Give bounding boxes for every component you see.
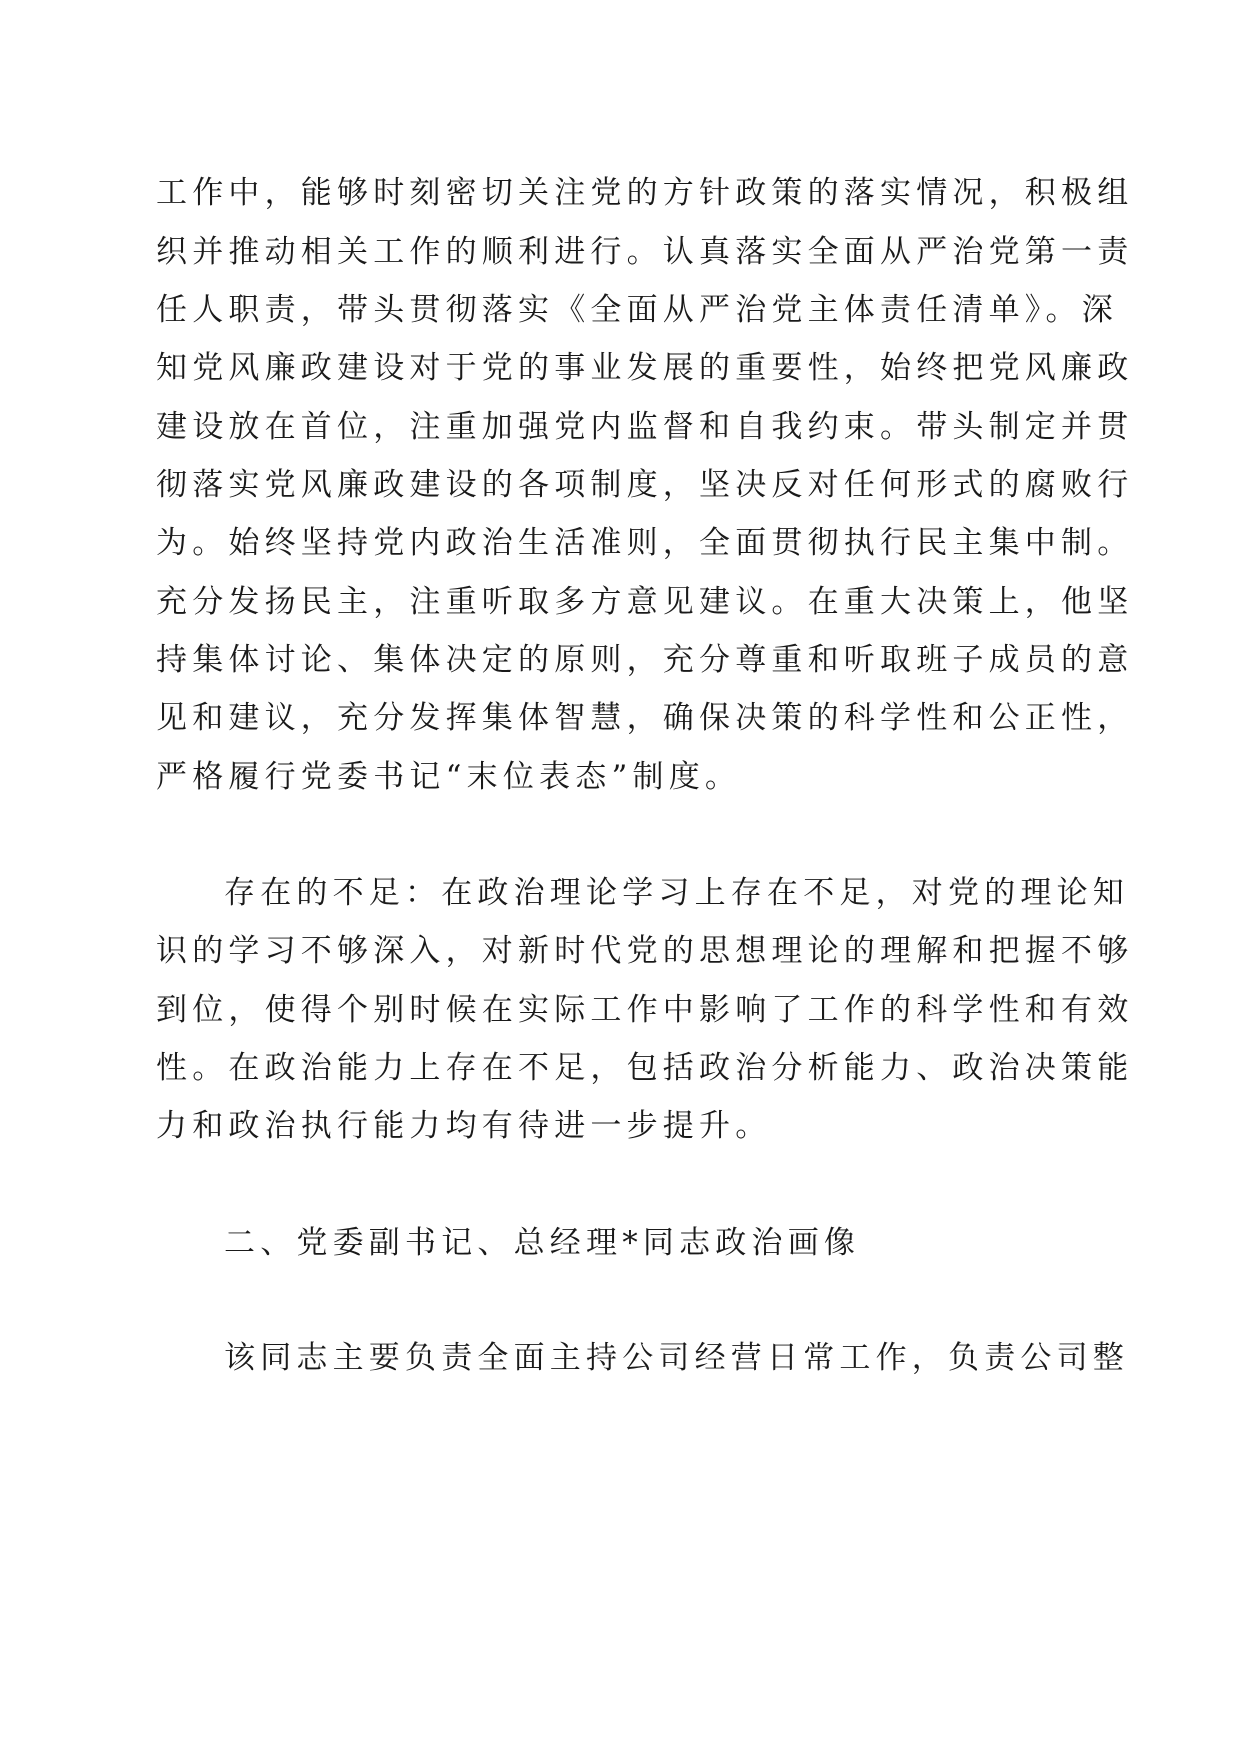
paragraph-1-line: 织并推动相关工作的顺利进行。认真落实全面从严治党第一责: [156, 234, 1134, 270]
paragraph-1-line: 见和建议，充分发挥集体智慧，确保决策的科学性和公正性，: [156, 700, 1134, 736]
paragraph-1-line: 任人职责，带头贯彻落实《全面从严治党主体责任清单》。深: [156, 292, 1118, 328]
paragraph-2-line: 到位，使得个别时候在实际工作中影响了工作的科学性和有效: [156, 992, 1134, 1028]
paragraph-1-line: 严格履行党委书记“末位表态”制度。: [156, 759, 742, 795]
paragraph-2-line: 识的学习不够深入，对新时代党的思想理论的理解和把握不够: [156, 933, 1134, 969]
paragraph-1-line: 为。始终坚持党内政治生活准则，全面贯彻执行民主集中制。: [156, 525, 1134, 561]
paragraph-1-line: 建设放在首位，注重加强党内监督和自我约束。带头制定并贯: [156, 409, 1134, 445]
paragraph-1-line: 持集体讨论、集体决定的原则，充分尊重和听取班子成员的意: [156, 642, 1134, 678]
paragraph-1-line: 充分发扬民主，注重听取多方意见建议。在重大决策上，他坚: [156, 584, 1134, 620]
paragraph-2-line: 存在的不足：在政治理论学习上存在不足，对党的理论知: [224, 875, 1129, 911]
paragraph-1-line: 工作中，能够时刻密切关注党的方针政策的落实情况，积极组: [156, 175, 1134, 211]
paragraph-1-line: 彻落实党风廉政建设的各项制度，坚决反对任何形式的腐败行: [156, 467, 1134, 503]
section-heading: 二、党委副书记、总经理*同志政治画像: [224, 1225, 861, 1261]
paragraph-2-line: 力和政治执行能力均有待进一步提升。: [156, 1108, 772, 1144]
paragraph-1-line: 知党风廉政建设对于党的事业发展的重要性，始终把党风廉政: [156, 350, 1134, 386]
paragraph-3-line: 该同志主要负责全面主持公司经营日常工作，负责公司整: [224, 1340, 1129, 1376]
paragraph-2-line: 性。在政治能力上存在不足，包括政治分析能力、政治决策能: [156, 1050, 1134, 1086]
